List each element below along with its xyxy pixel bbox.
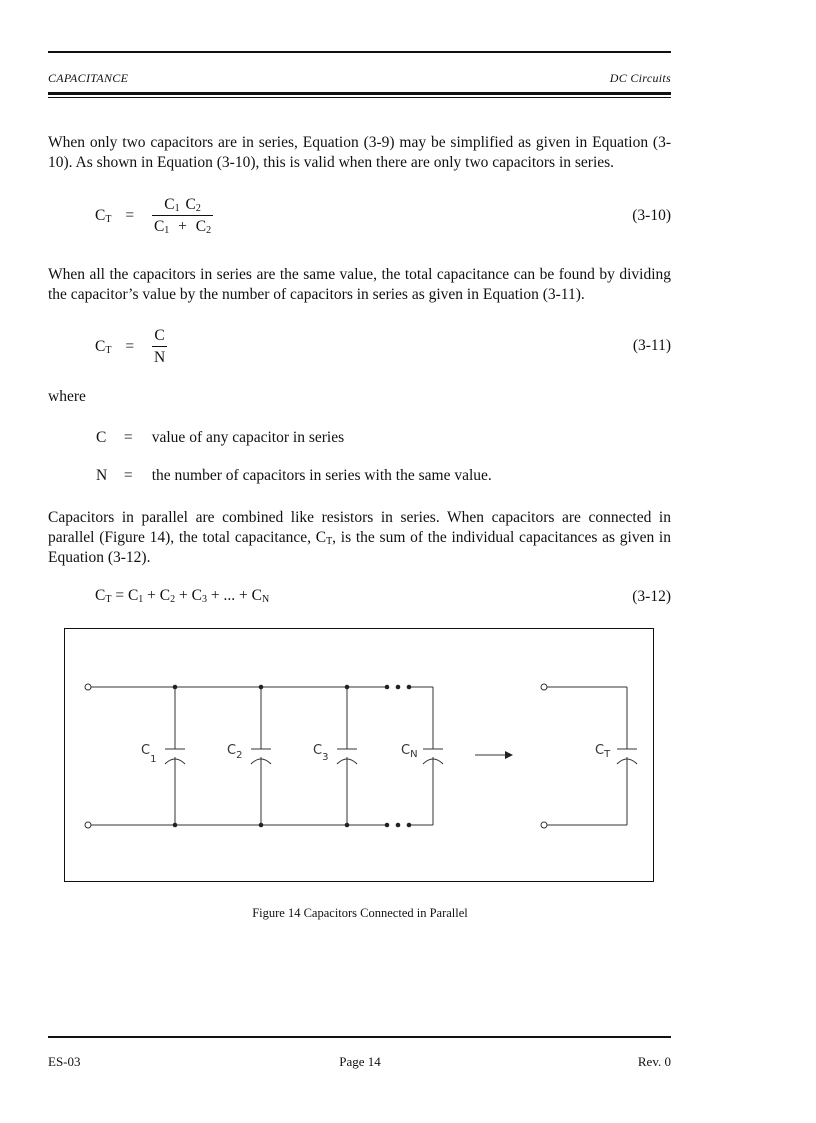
junction-dot [345, 823, 350, 828]
output-terminal-bottom [541, 822, 547, 828]
equivalence-arrow-head [505, 751, 513, 759]
definition-text: the number of capacitors in series with the same value. [151, 467, 492, 484]
equation-3-12: $C_T = C_1 + C_2 + C_3$ + ... + $C_N$ [95, 587, 270, 605]
output-terminal-top [541, 684, 547, 690]
label-cn: $C_N$ [401, 743, 418, 760]
label-ct: $C_T$ [595, 743, 611, 760]
continuation-dot [407, 823, 412, 828]
eq-3-10-equals: = [125, 207, 135, 224]
header-bottom-rule-thin [48, 97, 671, 98]
header-chapter-title: CAPACITANCE [48, 71, 129, 85]
continuation-dot [396, 823, 401, 828]
definition-equals: = [123, 467, 133, 484]
definition-text: value of any capacitor in series [151, 429, 345, 446]
eq-3-11-numerator: C [154, 327, 165, 344]
eq-3-11-denominator: N [152, 346, 167, 367]
definition-row [96, 467, 492, 485]
eq-3-10-lhs: $C_T$ [95, 207, 112, 225]
definition-symbol: N [96, 467, 108, 484]
definition-symbol: C [96, 429, 107, 446]
same-value-paragraph: When all the capacitors in series are the same value, the total capacitance can be found by dividing the capacitor’s value by the number of capacitors in series as given in Equation (3-11). [48, 266, 671, 303]
eq-3-10-fraction [152, 196, 213, 236]
footer-revision: Rev. 0 [637, 1054, 671, 1069]
eq-3-10-number: (3-10) [632, 207, 671, 224]
where-label: where [48, 388, 86, 405]
label-c1: $C_1$ [141, 743, 157, 765]
figure-caption: Figure 14 Capacitors Connected in Parallel [252, 906, 468, 920]
eq-3-11-equals: = [125, 338, 135, 355]
eq-3-10-numerator: $C_1$ $C_2$ [164, 196, 201, 214]
footer-page-number: Page 14 [339, 1054, 381, 1069]
equation-3-10 [95, 196, 213, 236]
parallel-capacitor-diagram [65, 629, 652, 880]
eq-3-12-number: (3-12) [632, 588, 671, 605]
header-bottom-rule-thick [48, 92, 671, 95]
eq-3-10-denominator: $C_1 + C_2$ [152, 215, 213, 236]
eq-3-11-number: (3-11) [632, 337, 671, 354]
header-module-title: DC Circuits [609, 71, 671, 85]
junction-dot [259, 685, 264, 690]
equation-3-11 [95, 327, 167, 367]
definition-equals: = [123, 429, 133, 446]
input-terminal-top [85, 684, 91, 690]
continuation-dot [385, 823, 390, 828]
eq-3-11-lhs: $C_T$ [95, 338, 112, 356]
junction-dot [345, 685, 350, 690]
footer-rule [48, 1036, 671, 1038]
header-top-rule [48, 51, 671, 53]
junction-dot [173, 685, 178, 690]
label-c3: $C_3$ [313, 743, 329, 763]
eq-3-11-fraction [152, 327, 167, 367]
continuation-dot [396, 685, 401, 690]
figure-14-frame [64, 628, 654, 882]
input-terminal-bottom [85, 822, 91, 828]
continuation-dot [385, 685, 390, 690]
junction-dot [173, 823, 178, 828]
parallel-paragraph: Capacitors in parallel are combined like resistors in series. When capacitors are connected in parallel (Figure 14), the total capacitance, $C_T$, is the sum of the individual capacitances as given in Equation (3-12). [48, 509, 671, 566]
definition-row [96, 429, 344, 447]
label-c2: $C_2$ [227, 743, 243, 761]
footer-module-code: ES-03 [48, 1054, 81, 1069]
continuation-dot [407, 685, 412, 690]
junction-dot [259, 823, 264, 828]
intro-paragraph: When only two capacitors are in series, Equation (3-9) may be simplified as given in Equation (3-10). As shown in Equation (3-10), this is valid when there are only two capacitors in series. [48, 134, 671, 171]
